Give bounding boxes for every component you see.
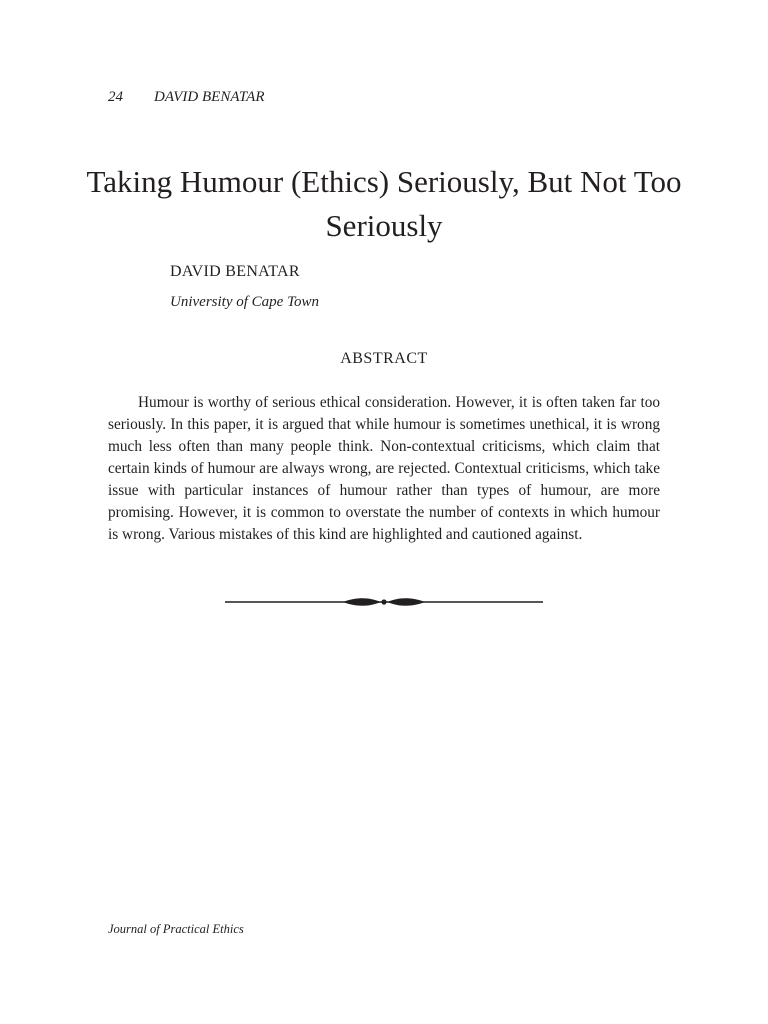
running-head <box>108 87 264 107</box>
page-number: 24 <box>108 89 123 105</box>
article-title: Taking Humour (Ethics) Seriously, But Not Too Seriously <box>86 164 682 243</box>
decorative-rule-icon <box>225 592 543 612</box>
journal-footer: Journal of Practical Ethics <box>108 922 244 936</box>
article-author: DAVID BENATAR <box>170 263 300 280</box>
abstract-text: Humour is worthy of serious ethical consideration. However, it is often taken far too seriously. In this paper, it is argued that while humour is sometimes unethical, it is wrong much less often than many people think. Non-contextual criticisms, which claim that certain kinds of humour are always wrong, are rejected. Contextual criticisms, which take issue with particular instances of humour rather than types of humour, are more promising. However, it is common to overstate the number of contexts in which humour is wrong. Various mistakes of this kind are highlighted and cautioned against. <box>108 394 660 543</box>
abstract-heading: ABSTRACT <box>340 350 428 367</box>
author-affiliation: University of Cape Town <box>170 294 320 310</box>
running-head-author: DAVID BENATAR <box>154 89 265 105</box>
